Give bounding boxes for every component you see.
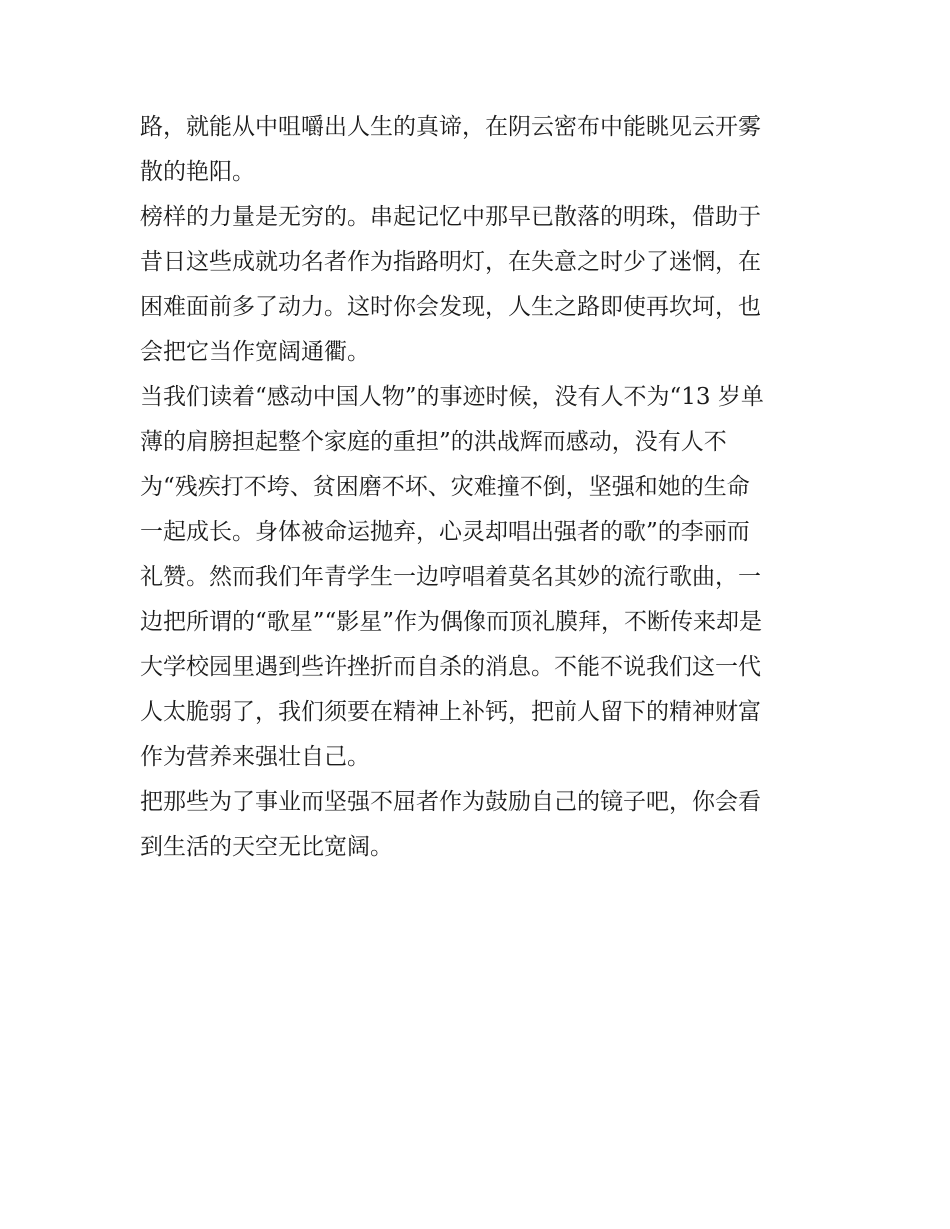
text-line: 一起成长。身体被命运抛弃，心灵却唱出强者的歌”的李丽而 [140,519,750,545]
paragraph-2 [140,195,812,375]
document-body [140,105,812,870]
text-line: 为“残疾打不垮、贫困磨不坏、灾难撞不倒，坚强和她的生命 [140,474,750,500]
text-line: 昔日这些成就功名者作为指路明灯，在失意之时少了迷惘，在 [140,249,761,275]
text-line: 当我们读着“感动中国人物”的事迹时候，没有人不为“13 岁单 [140,384,764,410]
text-line: 作为营养来强壮自己。 [140,744,370,770]
text-line: 人太脆弱了，我们须要在精神上补钙，把前人留下的精神财富 [140,699,761,725]
text-line: 散的艳阳。 [140,159,255,185]
text-line: 大学校园里遇到些许挫折而自杀的消息。不能不说我们这一代 [140,654,761,680]
text-line: 路，就能从中咀嚼出人生的真谛，在阴云密布中能眺见云开雾 [140,114,761,140]
paragraph-3 [140,375,812,780]
text-line: 礼赞。然而我们年青学生一边哼唱着莫名其妙的流行歌曲，一 [140,564,761,590]
text-line: 边把所谓的“歌星”“影星”作为偶像而顶礼膜拜，不断传来却是 [140,609,763,635]
paragraph-4 [140,780,812,870]
text-line: 榜样的力量是无穷的。串起记忆中那早已散落的明珠，借助于 [140,204,761,230]
text-line: 薄的肩膀担起整个家庭的重担”的洪战辉而感动，没有人不 [140,429,727,455]
text-line: 会把它当作宽阔通衢。 [140,339,370,365]
text-line: 困难面前多了动力。这时你会发现，人生之路即使再坎坷，也 [140,294,761,320]
text-line: 把那些为了事业而坚强不屈者作为鼓励自己的镜子吧，你会看 [140,789,761,815]
text-line: 到生活的天空无比宽阔。 [140,834,393,860]
paragraph-1 [140,105,812,195]
